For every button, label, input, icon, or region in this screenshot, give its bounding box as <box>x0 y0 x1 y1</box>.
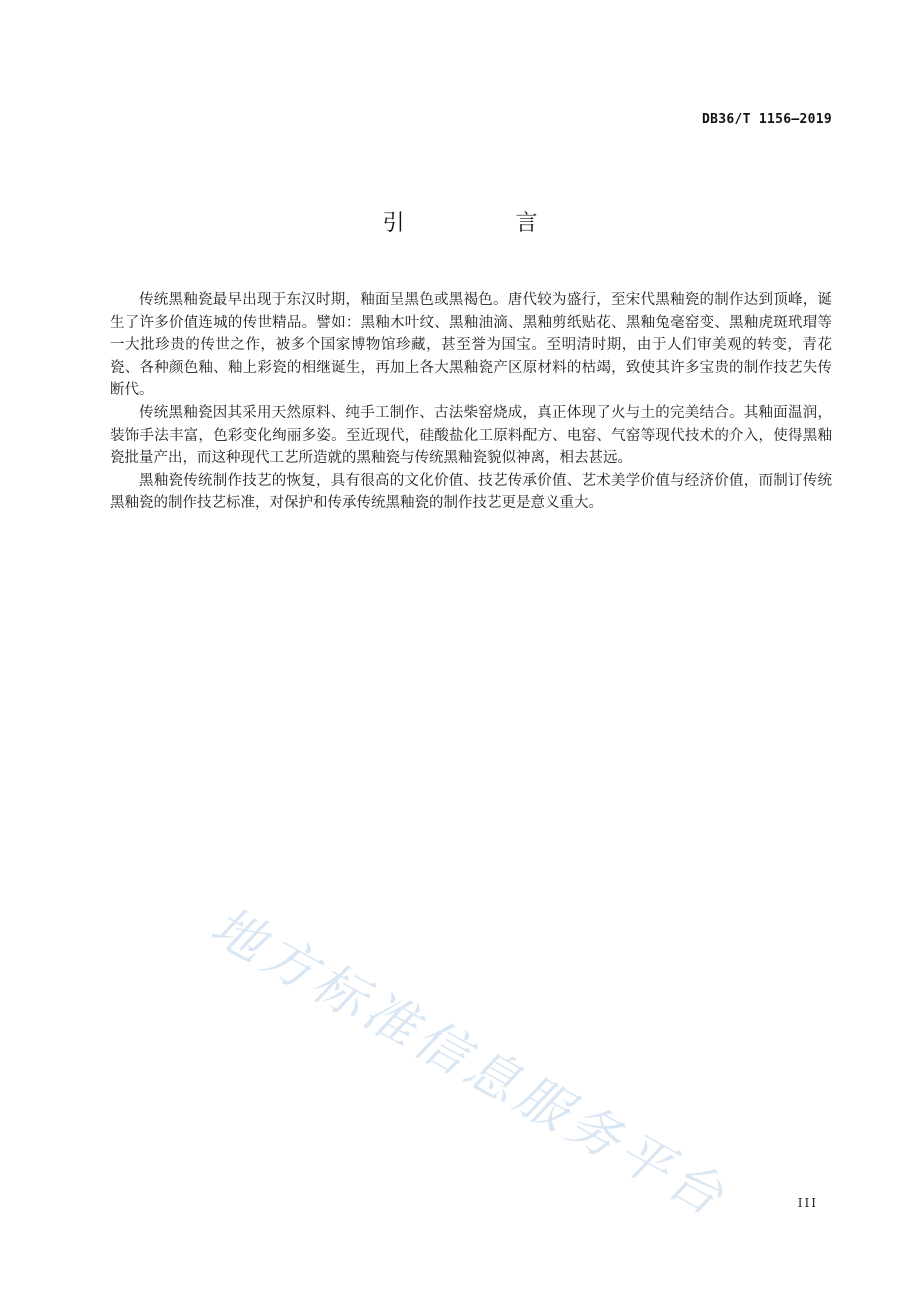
watermark: 地方标准信息服务平台 <box>200 896 738 1230</box>
page-title: 引 言 <box>382 211 590 236</box>
paragraph-2: 传统黑釉瓷因其采用天然原料、纯手工制作、古法柴窑烧成，真正体现了火与土的完美结合。其釉面温润，装饰手法丰富，色彩变化绚丽多姿。至近现代，硅酸盐化工原料配方、电窑、气窑等现代技术的介入，使得黑釉瓷批量产出，而这种现代工艺所造就的黑釉瓷与传统黑釉瓷貌似神离，相去甚远。 <box>110 404 832 467</box>
page-number: III <box>797 1196 818 1210</box>
paragraph-1: 传统黑釉瓷最早出现于东汉时期，釉面呈黑色或黑褐色。唐代较为盛行，至宋代黑釉瓷的制作达到顶峰，诞生了许多价值连城的传世精品。譬如：黑釉木叶纹、黑釉油滴、黑釉剪纸贴花、黑釉兔毫窑变、黑釉虎斑玳瑁等一大批珍贵的传世之作，被多个国家博物馆珍藏，甚至誉为国宝。至明清时期，由于人们审美观的转变，青花瓷、各种颜色釉、釉上彩瓷的相继诞生，再加上各大黑釉瓷产区原材料的枯竭，致使其许多宝贵的制作技艺失传断代。 <box>110 292 832 399</box>
introduction-body <box>110 289 832 515</box>
paragraph-3: 黑釉瓷传统制作技艺的恢复，具有很高的文化价值、技艺传承价值、艺术美学价值与经济价值，而制订传统黑釉瓷的制作技艺标准，对保护和传承传统黑釉瓷的制作技艺更是意义重大。 <box>110 472 832 512</box>
standard-code: DB36/T 1156—2019 <box>701 112 832 127</box>
